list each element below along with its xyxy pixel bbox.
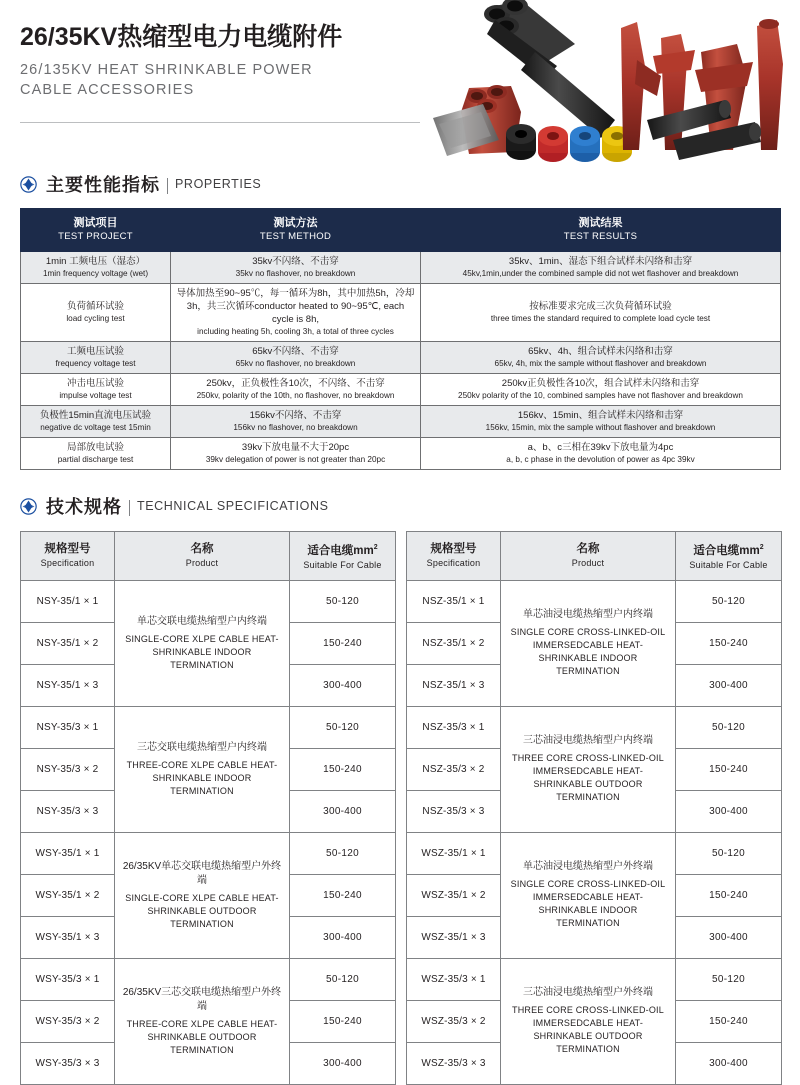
spec-tables-wrap — [0, 531, 800, 1085]
section-title-cn-properties: 主要性能指标 — [46, 175, 160, 195]
spec-code: WSY-35/3 × 1 — [21, 958, 115, 1000]
spec-size: 300-400 — [290, 916, 396, 958]
cell-method: 39kv下放电量不大于20pc 39kv delegation of power is not greater than 20pc — [171, 438, 421, 470]
spec-size: 150-240 — [290, 874, 396, 916]
cell-result: 65kv、4h、组合试样未闪络和击穿 65kv, 4h, mix the sample without flashover and breakdown — [421, 342, 781, 374]
dark-tube-long — [521, 52, 615, 138]
table-row — [21, 284, 781, 342]
table-row — [21, 706, 396, 748]
cell-project: 工频电压试验 frequency voltage test — [21, 342, 171, 374]
page-title-en-line2: CABLE ACCESSORIES — [20, 82, 195, 98]
table-row — [21, 438, 781, 470]
header-results-en: TEST RESULTS — [563, 231, 638, 242]
table-row — [407, 832, 782, 874]
spec-size: 300-400 — [676, 664, 782, 706]
cell-result: 250kv正负极性各10次，组合试样未闪络和击穿 250kv polarity of the 10, combined samples have not flashover and breakdown — [421, 374, 781, 406]
spec-size: 50-120 — [290, 706, 396, 748]
properties-header-project — [21, 209, 171, 252]
spec-code: WSZ-35/1 × 2 — [407, 874, 501, 916]
page-title-en-line1: 26/135KV HEAT SHRINKABLE POWER — [20, 62, 313, 78]
spec-code: WSY-35/1 × 1 — [21, 832, 115, 874]
table-row — [407, 706, 782, 748]
title-divider — [20, 122, 420, 123]
spec-header-cable: 适合电缆$mm^2$ Suitable For Cable — [676, 532, 782, 581]
spec-size: 50-120 — [290, 832, 396, 874]
spec-size: 300-400 — [676, 1042, 782, 1084]
diamond-bullet-icon — [20, 176, 37, 193]
spec-product: 26/35KV单芯交联电缆热缩型户外终端 SINGLE-CORE XLPE CABLE HEAT-SHRINKABLE OUTDOOR TERMINATION — [115, 832, 290, 958]
properties-table-wrap — [0, 208, 800, 470]
page-title-en — [20, 60, 440, 100]
spec-header-row — [21, 532, 396, 581]
product-photo — [425, 0, 800, 172]
header-title-block — [20, 22, 440, 100]
spec-header-cable: 适合电缆$mm^2$ Suitable For Cable — [290, 532, 396, 581]
spec-code: WSY-35/1 × 2 — [21, 874, 115, 916]
spec-code: NSZ-35/1 × 2 — [407, 622, 501, 664]
spec-code: WSZ-35/3 × 2 — [407, 1000, 501, 1042]
spec-code: WSY-35/3 × 2 — [21, 1000, 115, 1042]
spec-code: WSY-35/1 × 3 — [21, 916, 115, 958]
cell-project: 局部放电试验 partial discharge test — [21, 438, 171, 470]
spec-size: 150-240 — [290, 1000, 396, 1042]
spec-code: WSY-35/3 × 3 — [21, 1042, 115, 1084]
spec-code: WSZ-35/1 × 1 — [407, 832, 501, 874]
spec-code: NSY-35/1 × 3 — [21, 664, 115, 706]
section-title-en-properties: PROPERTIES — [175, 177, 262, 191]
spec-size: 150-240 — [290, 748, 396, 790]
cell-method: 35kv不闪络、不击穿 35kv no flashover, no breakdown — [171, 252, 421, 284]
section-divider — [167, 178, 168, 194]
spec-code: NSY-35/1 × 2 — [21, 622, 115, 664]
table-row — [21, 374, 781, 406]
spec-header-specification: 规格型号 Specification — [21, 532, 115, 581]
spec-code: NSY-35/3 × 3 — [21, 790, 115, 832]
cell-project: 负荷循环试验 load cycling test — [21, 284, 171, 342]
spec-product: 三芯交联电缆热缩型户内终端 THREE-CORE XLPE CABLE HEAT-SHRINKABLE INDOOR TERMINATION — [115, 706, 290, 832]
cell-project: 1min 工频电压（湿态） 1min frequency voltage (wet) — [21, 252, 171, 284]
spec-header-product: 名称 Product — [115, 532, 290, 581]
cell-method: 导体加热至90~95℃，每一循环为8h，其中加热5h，冷却3h，共三次循环conductor heated to 90~95℃, each cycle is 8h, including heating 5h, cooling 3h, a total of three cycles — [171, 284, 421, 342]
spec-product: 单芯油浸电缆热缩型户内终端 SINGLE CORE CROSS-LINKED-OIL IMMERSEDCABLE HEAT-SHRINKABLE INDOOR TERMINATION — [501, 580, 676, 706]
header-method-cn: 测试方法 — [273, 217, 318, 229]
header-project-en: TEST PROJECT — [58, 231, 133, 242]
spec-size: 300-400 — [676, 916, 782, 958]
spec-header-row — [407, 532, 782, 581]
header-results-cn: 测试结果 — [578, 217, 623, 229]
properties-header-results — [421, 209, 781, 252]
spec-size: 50-120 — [676, 706, 782, 748]
spec-size: 150-240 — [676, 748, 782, 790]
tape-rolls — [506, 124, 632, 162]
spec-table-right — [406, 531, 782, 1085]
product-photo-illustration — [425, 0, 800, 172]
spec-size: 150-240 — [676, 874, 782, 916]
spec-size: 50-120 — [290, 958, 396, 1000]
cell-method: 156kv不闪络、不击穿 156kv no flashover, no breakdown — [171, 406, 421, 438]
spec-size: 150-240 — [676, 622, 782, 664]
spec-code: WSZ-35/1 × 3 — [407, 916, 501, 958]
properties-header-row — [21, 209, 781, 252]
spec-size: 300-400 — [290, 1042, 396, 1084]
cell-method: 65kv不闪络、不击穿 65kv no flashover, no breakdown — [171, 342, 421, 374]
spec-product: 单芯油浸电缆热缩型户外终端 SINGLE CORE CROSS-LINKED-OIL IMMERSEDCABLE HEAT-SHRINKABLE INDOOR TERMINATION — [501, 832, 676, 958]
table-row — [21, 958, 396, 1000]
spec-size: 50-120 — [676, 958, 782, 1000]
table-row — [21, 406, 781, 438]
page-header — [0, 0, 800, 170]
properties-table — [20, 208, 781, 470]
cell-result: 156kv、15min、组合试样未闪络和击穿 156kv, 15min, mix the sample without flashover and breakdown — [421, 406, 781, 438]
spec-product: 单芯交联电缆热缩型户内终端 SINGLE-CORE XLPE CABLE HEAT-SHRINKABLE INDOOR TERMINATION — [115, 580, 290, 706]
section-divider — [129, 500, 130, 516]
spec-code: NSY-35/3 × 1 — [21, 706, 115, 748]
spec-table-left — [20, 531, 396, 1085]
spec-header-specification: 规格型号 Specification — [407, 532, 501, 581]
header-method-en: TEST METHOD — [259, 231, 332, 242]
spec-size: 50-120 — [290, 580, 396, 622]
table-row — [21, 832, 396, 874]
cell-result: 按标准要求完成三次负荷循环试验 three times the standard required to complete load cycle test — [421, 284, 781, 342]
spec-size: 150-240 — [676, 1000, 782, 1042]
spec-product: 26/35KV三芯交联电缆热缩型户外终端 THREE-CORE XLPE CABLE HEAT-SHRINKABLE OUTDOOR TERMINATION — [115, 958, 290, 1084]
spec-code: NSY-35/1 × 1 — [21, 580, 115, 622]
spec-code: NSZ-35/3 × 1 — [407, 706, 501, 748]
table-row — [407, 580, 782, 622]
table-row — [407, 958, 782, 1000]
spec-code: NSY-35/3 × 2 — [21, 748, 115, 790]
header-project-cn: 测试项目 — [73, 217, 118, 229]
spec-size: 300-400 — [290, 664, 396, 706]
cell-result: 35kv、1min、湿态下组合试样未闪络和击穿 45kv,1min,under the combined sample did not wet flashover and breakdown — [421, 252, 781, 284]
section-title-en-specs: TECHNICAL SPECIFICATIONS — [137, 499, 329, 513]
spec-size: 150-240 — [290, 622, 396, 664]
spec-code: WSZ-35/3 × 1 — [407, 958, 501, 1000]
cell-result: a、b、c三相在39kv下放电量为4pc a, b, c phase in the devolution of power as 4pc 39kv — [421, 438, 781, 470]
spec-size: 300-400 — [676, 790, 782, 832]
spec-product: 三芯油浸电缆热缩型户外终端 THREE CORE CROSS-LINKED-OIL IMMERSEDCABLE HEAT-SHRINKABLE OUTDOOR TERMINATION — [501, 958, 676, 1084]
spec-code: NSZ-35/3 × 2 — [407, 748, 501, 790]
spec-code: NSZ-35/3 × 3 — [407, 790, 501, 832]
table-row — [21, 580, 396, 622]
cell-project: 冲击电压试验 impulse voltage test — [21, 374, 171, 406]
section-title-cn-specs: 技术规格 — [46, 497, 122, 517]
section-heading-properties — [20, 170, 800, 198]
spec-size: 50-120 — [676, 580, 782, 622]
page-title-cn: 26/35KV热缩型电力电缆附件 — [20, 23, 343, 51]
red-tube-right — [757, 19, 783, 150]
spec-code: WSZ-35/3 × 3 — [407, 1042, 501, 1084]
spec-product: 三芯油浸电缆热缩型户内终端 THREE CORE CROSS-LINKED-OIL IMMERSEDCABLE HEAT-SHRINKABLE OUTDOOR TERMINATION — [501, 706, 676, 832]
cell-method: 250kv，正负极性各10次，不闪络、不击穿 250kv, polarity of the 10th, no flashover, no breakdown — [171, 374, 421, 406]
spec-code: NSZ-35/1 × 3 — [407, 664, 501, 706]
spec-header-product: 名称 Product — [501, 532, 676, 581]
spec-size: 50-120 — [676, 832, 782, 874]
table-row — [21, 252, 781, 284]
cell-project: 负极性15min直流电压试验 negative dc voltage test 15min — [21, 406, 171, 438]
properties-header-method — [171, 209, 421, 252]
section-heading-specs — [20, 492, 800, 520]
spec-code: NSZ-35/1 × 1 — [407, 580, 501, 622]
diamond-bullet-icon — [20, 498, 37, 515]
table-row — [21, 342, 781, 374]
spec-size: 300-400 — [290, 790, 396, 832]
